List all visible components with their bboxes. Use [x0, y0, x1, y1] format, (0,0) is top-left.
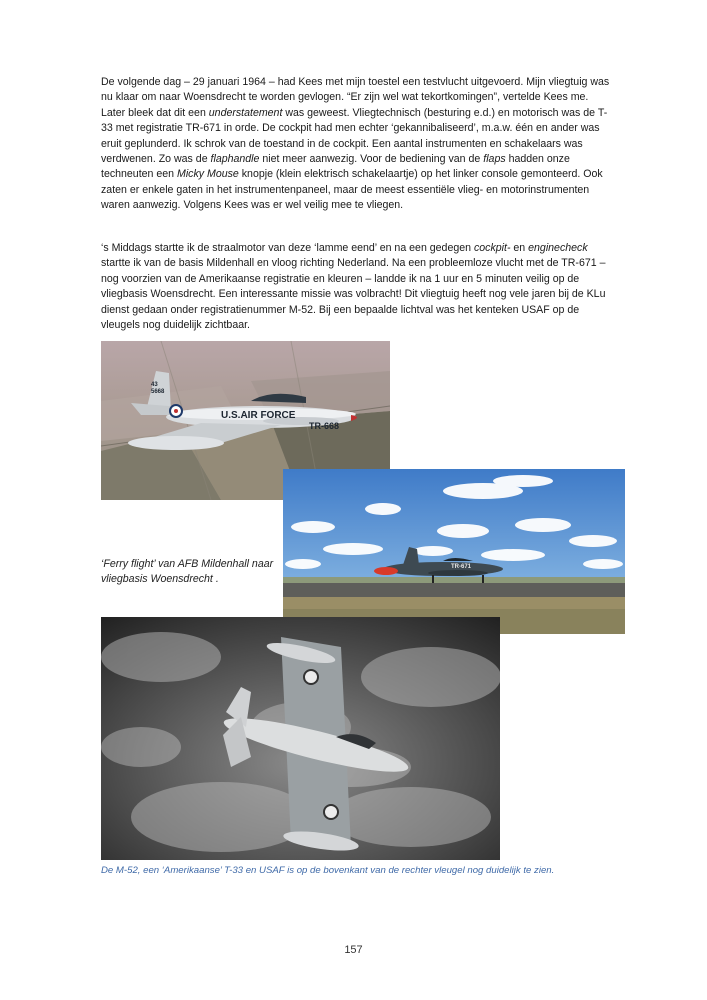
paragraph-2	[101, 241, 613, 333]
text-segment: niet meer aanwezig. Voor de bediening van de	[259, 153, 484, 166]
italic-term: flaphandle	[210, 153, 260, 166]
photo-t33-bw-clouds	[101, 617, 500, 860]
text-segment: hadden onze techneuten een	[101, 153, 570, 181]
fuselage-usaf-text: U.S.AIR FORCE	[221, 410, 296, 421]
italic-term: understatement	[208, 106, 283, 119]
text-segment: knopje (klein elektrisch schakelaartje) op het linker console gemonteerd. Ook zaten er enkele gaten in het instrumentenpaneel, maar de meest essentiële vlieg- en motorinstrumenten waren aanwezig. Volgens Kees was er wel veilig mee te vliegen.	[101, 168, 603, 212]
italic-term: cockpit-	[473, 242, 511, 254]
fin-serial-text: 43	[151, 382, 158, 388]
text-segment: was geweest. Vliegtechnisch (besturing e.d.) en motorisch was de T-33 met registratie TR-671 in orde. De cockpit had men echter ‘gekannibaliseerd’, m.a.w. één en ander was eruit geplunderd. Ik schrok van de toestand in de cockpit. Een aantal instrumenten en schakelaars was verdwenen. Zo was de	[101, 106, 608, 166]
italic-term: Micky Mouse	[177, 168, 239, 181]
text-segment: De volgende dag – 29 januari 1964 – had Kees met mijn toestel een testvlucht uitgevoerd. Mijn vliegtuig was nu klaar om naar Woensdrecht te worden gevlogen. “Er zijn wel wat tekortkomingen”, vertelde Kees me. Later bleek dat dit een	[101, 76, 610, 119]
photo-t33-runway-takeoff	[283, 469, 625, 634]
text-segment: ‘s Middags startte ik de straalmotor van deze ‘lamme eend’ en na een gedegen	[101, 242, 474, 254]
page-number: 157	[344, 944, 363, 956]
caption-m52: De M-52, een ‘Amerikaanse’ T-33 en USAF is op de bovenkant van de rechter vleugel nog duidelijk te zien.	[101, 865, 555, 876]
italic-term: enginecheck	[528, 242, 588, 254]
caption-ferry-flight-rest: van AFB Mildenhall naar vliegbasis Woensdrecht .	[101, 558, 274, 585]
paragraph-1	[101, 75, 613, 214]
caption-ferry-flight	[101, 557, 281, 587]
caption-ferry-flight-italic: ‘Ferry flight’	[101, 558, 156, 570]
text-segment: startte ik van de basis Mildenhall en vloog richting Nederland. Na een probleemloze vlucht met de TR-671 – nog voorzien van de Amerikaanse registratie en kleuren – landde ik na 1 uur en 5 minuten veilig op de vliegbasis Woensdrecht. Een interessante missie was volbracht! Dit vliegtuig heeft nog vele jaren bij de KLu dienst gedaan onder registratienummer M-52. Bij een bepaalde lichtval was het kenteken USAF op de vleugels nog duidelijk zichtbaar.	[101, 257, 606, 332]
italic-term: flaps	[483, 153, 506, 166]
tail-code-text: TR-671	[451, 564, 472, 570]
fin-serial-text: 5668	[151, 389, 165, 395]
tail-code-text: TR-668	[309, 421, 340, 431]
text-segment: en	[510, 242, 529, 254]
